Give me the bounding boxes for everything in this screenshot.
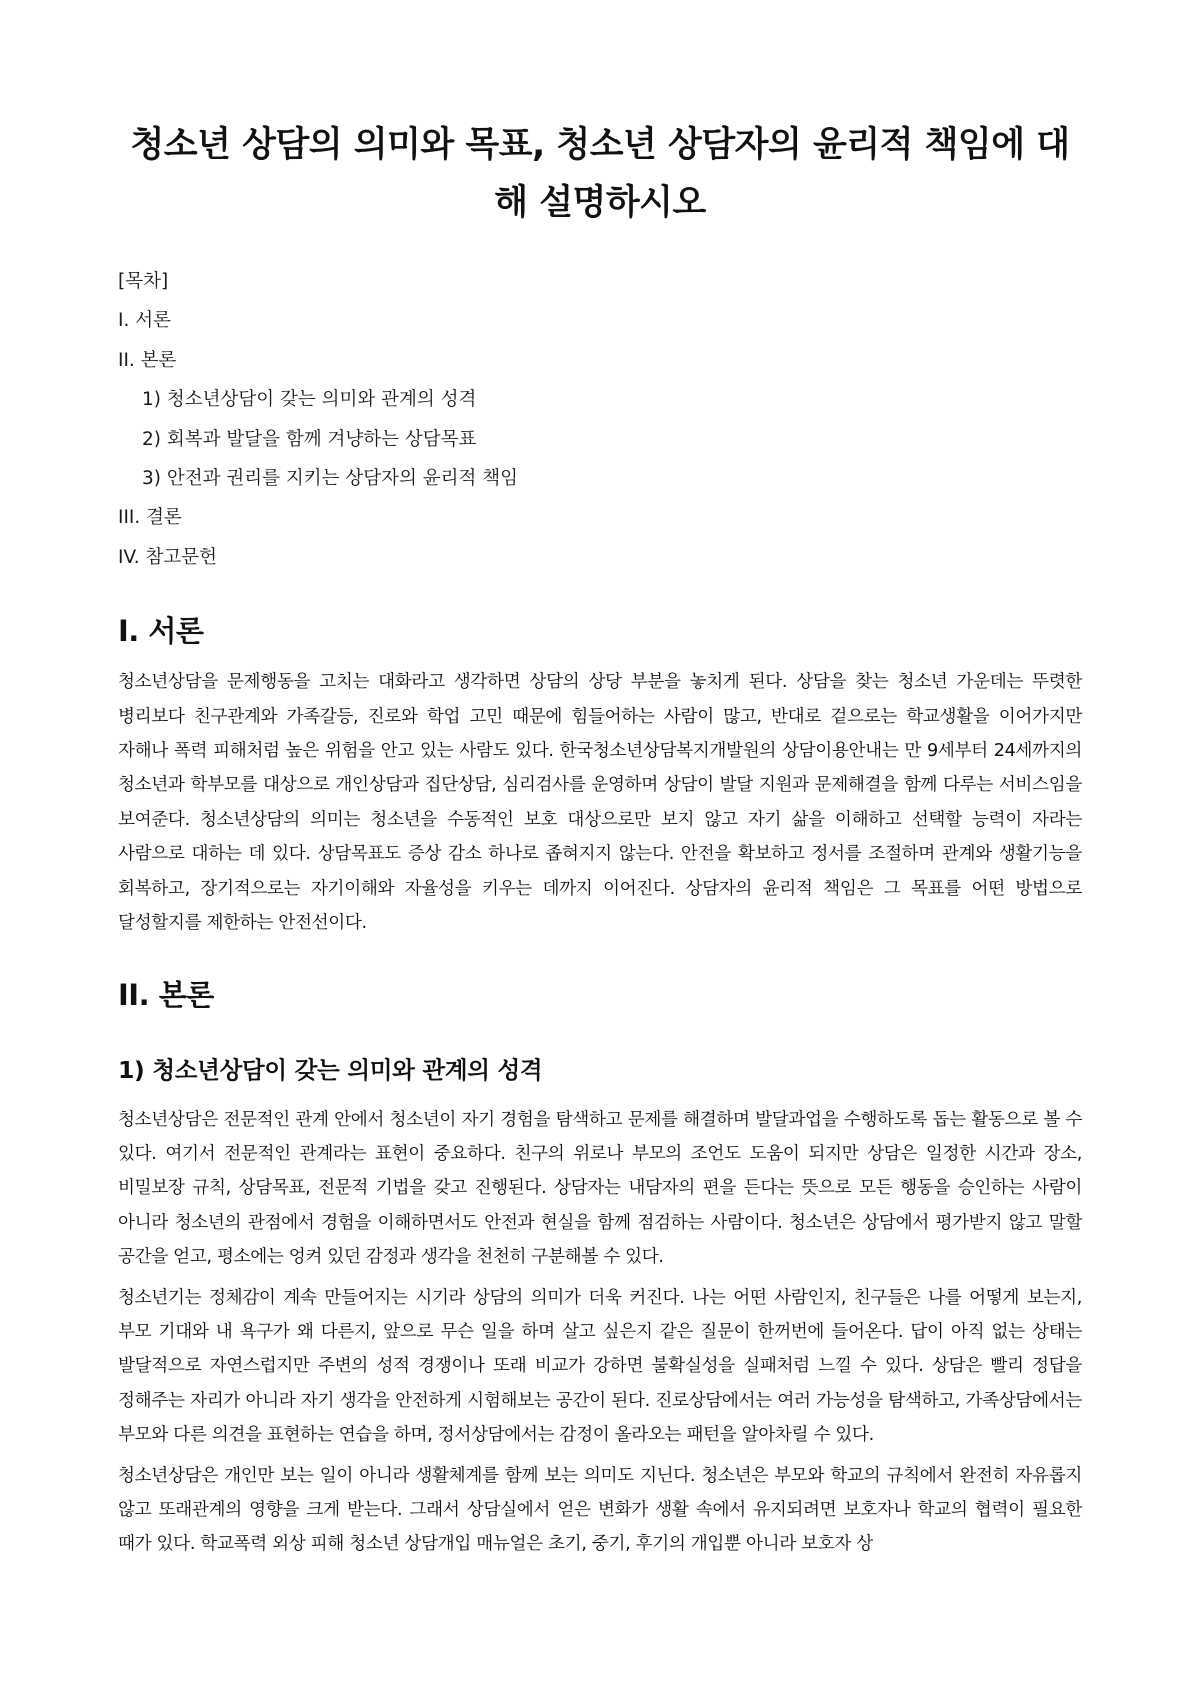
toc-item-conclusion: III. 결론 (118, 507, 182, 529)
toc-item-body-3: 3) 안전과 권리를 지키는 상담자의 윤리적 책임 (142, 468, 518, 490)
section-heading-body: II. 본론 (118, 977, 214, 1012)
table-of-contents (118, 262, 1082, 577)
toc-item-introduction: I. 서론 (118, 310, 171, 332)
toc-item-references: IV. 참고문헌 (118, 546, 217, 568)
toc-heading: [목차] (118, 271, 169, 292)
subsection-1-paragraph-1: 청소년상담은 전문적인 관계 안에서 청소년이 자기 경험을 탐색하고 문제를 해결하며 발달과업을 수행하도록 돕는 활동으로 볼 수 있다. 여기서 전문적인 관계라는 표현이 중요하다. 친구의 위로나 부모의 조언도 도움이 되지만 상담은 일정한 시간과 장소, 비밀보장 규칙, 상담목표, 전문적 기법을 갖고 진행된다. 상담자는 내담자의 편을 든다는 뜻으로 모든 행동을 승인하는 사람이 아니라 청소년의 관점에서 경험을 이해하면서도 안전과 현실을 함께 점검하는 사람이다. 청소년은 상담에서 평가받지 않고 말할 공간을 얻고, 평소에는 엉켜 있던 감정과 생각을 천천히 구분해볼 수 있다. (118, 1109, 1082, 1268)
toc-item-body-2: 2) 회복과 발달을 함께 겨냥하는 상담목표 (142, 428, 477, 450)
subsection-1-paragraph-3: 청소년상담은 개인만 보는 일이 아니라 생활체계를 함께 보는 의미도 지닌다. 청소년은 부모와 학교의 규칙에서 완전히 자유롭지 않고 또래관계의 영향을 크게 받는다. 그래서 상담실에서 얻은 변화가 생활 속에서 유지되려면 보호자나 학교의 협력이 필요한 때가 있다. 학교폭력 외상 피해 청소년 상담개입 매뉴얼은 초기, 중기, 후기의 개입뿐 아니라 보호자 상 (118, 1465, 1082, 1555)
introduction-paragraph: 청소년상담을 문제행동을 고치는 대화라고 생각하면 상담의 상당 부분을 놓치게 된다. 상담을 찾는 청소년 가운데는 뚜렷한 병리보다 친구관계와 가족갈등, 진로와 학업 고민 때문에 힘들어하는 사람이 많고, 반대로 겉으로는 학교생활을 이어가지만 자해나 폭력 피해처럼 높은 위험을 안고 있는 사람도 있다. 한국청소년상담복지개발원의 상담이용안내는 만 9세부터 24세까지의 청소년과 학부모를 대상으로 개인상담과 집단상담, 심리검사를 운영하며 상담이 발달 지원과 문제해결을 함께 다루는 서비스임을 보여준다. 청소년상담의 의미는 청소년을 수동적인 보호 대상으로만 보지 않고 자기 삶을 이해하고 선택할 능력이 자라는 사람으로 대하는 데 있다. 상담목표도 증상 감소 하나로 좁혀지지 않는다. 안전을 확보하고 정서를 조절하며 관계와 생활기능을 회복하고, 장기적으로는 자기이해와 자율성을 키우는 데까지 이어진다. 상담자의 윤리적 책임은 그 목표를 어떤 방법으로 달성할지를 제한하는 안전선이다. (118, 672, 1082, 934)
subsection-heading-1: 1) 청소년상담이 갖는 의미와 관계의 성격 (118, 1055, 543, 1084)
toc-item-body-1: 1) 청소년상담이 갖는 의미와 관계의 성격 (142, 389, 477, 411)
subsection-1-paragraph-2: 청소년기는 정체감이 계속 만들어지는 시기라 상담의 의미가 더욱 커진다. 나는 어떤 사람인지, 친구들은 나를 어떻게 보는지, 부모 기대와 내 욕구가 왜 다른지, 앞으로 무슨 일을 하며 살고 싶은지 같은 질문이 한꺼번에 들어온다. 답이 아직 없는 상태는 발달적으로 자연스럽지만 주변의 성적 경쟁이나 또래 비교가 강하면 불확실성을 실패처럼 느낄 수 있다. 상담은 빨리 정답을 정해주는 자리가 아니라 자기 생각을 안전하게 시험해보는 공간이 된다. 진로상담에서는 여러 가능성을 탐색하고, 가족상담에서는 부모와 다른 의견을 표현하는 연습을 하며, 정서상담에서는 감정이 올라오는 패턴을 알아차릴 수 있다. (118, 1287, 1082, 1446)
section-heading-introduction: I. 서론 (118, 614, 204, 649)
document-title: 청소년 상담의 의미와 목표, 청소년 상담자의 윤리적 책임에 대해 설명하시오 (130, 125, 1070, 223)
toc-item-body: II. 본론 (118, 349, 177, 371)
